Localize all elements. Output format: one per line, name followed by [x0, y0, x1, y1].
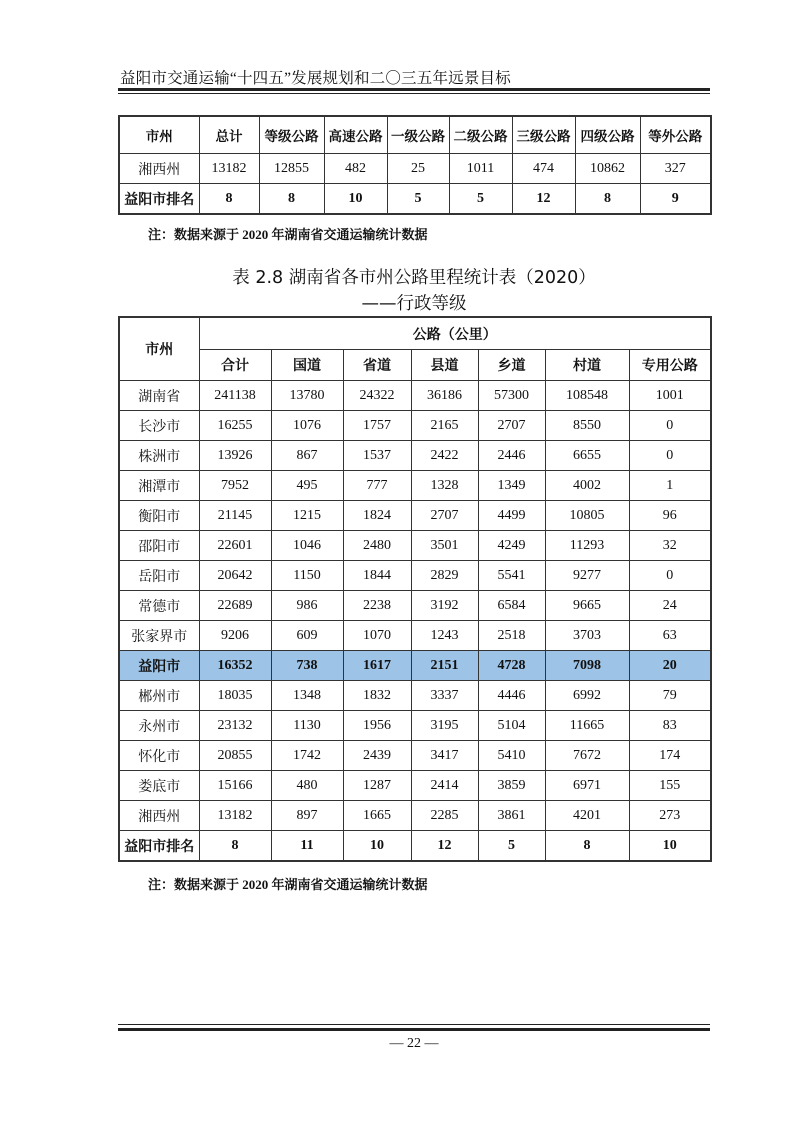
table-cell: 长沙市 [119, 411, 199, 441]
column-header: 合计 [199, 350, 271, 381]
table-cell: 衡阳市 [119, 501, 199, 531]
table-cell: 18035 [199, 681, 271, 711]
table-cell: 湘西州 [119, 154, 199, 184]
column-header: 四级公路 [575, 116, 640, 154]
table-cell: 13926 [199, 441, 271, 471]
table-cell: 2518 [478, 621, 545, 651]
column-header: 等级公路 [259, 116, 324, 154]
table-cell: 8 [199, 831, 271, 862]
table-cell: 1287 [343, 771, 411, 801]
footer-rule-thin [118, 1024, 710, 1025]
table-cell: 4201 [545, 801, 629, 831]
table-cell: 2446 [478, 441, 545, 471]
table-cell: 娄底市 [119, 771, 199, 801]
table-cell: 738 [271, 651, 343, 681]
table-cell: 0 [629, 441, 711, 471]
table-cell: 12 [512, 184, 575, 215]
column-header: 市州 [119, 116, 199, 154]
table-cell: 108548 [545, 381, 629, 411]
table-row [119, 591, 711, 621]
table-cell: 986 [271, 591, 343, 621]
rank-row [119, 831, 711, 862]
table-cell: 0 [629, 561, 711, 591]
table-cell: 6655 [545, 441, 629, 471]
column-header: 等外公路 [640, 116, 711, 154]
column-header: 县道 [411, 350, 478, 381]
table-cell: 6971 [545, 771, 629, 801]
column-header: 二级公路 [449, 116, 512, 154]
table-cell: 1757 [343, 411, 411, 441]
footer-rule [118, 1028, 710, 1031]
table-cell: 株洲市 [119, 441, 199, 471]
table-cell: 12 [411, 831, 478, 862]
group-header: 公路（公里） [199, 317, 711, 350]
column-header: 一级公路 [387, 116, 449, 154]
table-cell: 8 [199, 184, 259, 215]
table-cell: 22601 [199, 531, 271, 561]
table-cell: 2439 [343, 741, 411, 771]
table-row [119, 801, 711, 831]
table-cell: 24322 [343, 381, 411, 411]
table-row [119, 441, 711, 471]
table-cell: 13182 [199, 154, 259, 184]
table-cell: 4002 [545, 471, 629, 501]
table-cell: 0 [629, 411, 711, 441]
table-cell: 1832 [343, 681, 411, 711]
table-cell: 24 [629, 591, 711, 621]
table-cell: 9206 [199, 621, 271, 651]
table-cell: 21145 [199, 501, 271, 531]
table-cell: 怀化市 [119, 741, 199, 771]
table-cell: 6584 [478, 591, 545, 621]
table-cell: 9 [640, 184, 711, 215]
table-cell: 4499 [478, 501, 545, 531]
table-cell: 2707 [478, 411, 545, 441]
table-cell: 2165 [411, 411, 478, 441]
column-header: 总计 [199, 116, 259, 154]
table-cell: 2422 [411, 441, 478, 471]
table-cell: 241138 [199, 381, 271, 411]
column-header: 国道 [271, 350, 343, 381]
document-header-title: 益阳市交通运输“十四五”发展规划和二〇三五年远景目标 [120, 70, 511, 87]
table-cell: 1844 [343, 561, 411, 591]
table-cell: 79 [629, 681, 711, 711]
table-cell: 36186 [411, 381, 478, 411]
table-cell: 8 [259, 184, 324, 215]
table-cell: 96 [629, 501, 711, 531]
table-header-row [119, 116, 711, 154]
table-cell: 23132 [199, 711, 271, 741]
table-cell: 益阳市排名 [119, 831, 199, 862]
table-row [119, 711, 711, 741]
table-cell: 1215 [271, 501, 343, 531]
table-cell: 16255 [199, 411, 271, 441]
table-cell: 10805 [545, 501, 629, 531]
table-cell: 20642 [199, 561, 271, 591]
table-row [119, 501, 711, 531]
table-cell: 3192 [411, 591, 478, 621]
table-row [119, 741, 711, 771]
table-cell: 7952 [199, 471, 271, 501]
table-cell: 常德市 [119, 591, 199, 621]
table-cell: 郴州市 [119, 681, 199, 711]
table-row [119, 681, 711, 711]
table1-source-note: 注：数据来源于 2020 年湖南省交通运输统计数据 [148, 227, 428, 242]
table-cell: 1742 [271, 741, 343, 771]
table-cell: 8 [545, 831, 629, 862]
table-cell: 5 [449, 184, 512, 215]
table-cell: 1150 [271, 561, 343, 591]
table-cell: 1001 [629, 381, 711, 411]
column-header: 三级公路 [512, 116, 575, 154]
table-cell: 11293 [545, 531, 629, 561]
table-cell: 益阳市 [119, 651, 199, 681]
table-cell: 7672 [545, 741, 629, 771]
table-cell: 8 [575, 184, 640, 215]
table-cell: 1076 [271, 411, 343, 441]
table-cell: 10 [629, 831, 711, 862]
table-cell: 474 [512, 154, 575, 184]
table-cell: 3337 [411, 681, 478, 711]
table-cell: 20 [629, 651, 711, 681]
table-cell: 16352 [199, 651, 271, 681]
table-cell: 1349 [478, 471, 545, 501]
table-cell: 6992 [545, 681, 629, 711]
table-cell: 174 [629, 741, 711, 771]
table-cell: 1070 [343, 621, 411, 651]
table2-subcaption: ——行政等级 [361, 294, 467, 314]
table-cell: 10 [343, 831, 411, 862]
table-cell: 张家界市 [119, 621, 199, 651]
column-header: 高速公路 [324, 116, 387, 154]
table-cell: 83 [629, 711, 711, 741]
table-cell: 1328 [411, 471, 478, 501]
table-cell: 9277 [545, 561, 629, 591]
table-cell: 益阳市排名 [119, 184, 199, 215]
table-cell: 5 [478, 831, 545, 862]
table-cell: 4446 [478, 681, 545, 711]
table-cell: 12855 [259, 154, 324, 184]
table-cell: 777 [343, 471, 411, 501]
table-cell: 155 [629, 771, 711, 801]
table-cell: 13182 [199, 801, 271, 831]
column-header: 省道 [343, 350, 411, 381]
table-cell: 岳阳市 [119, 561, 199, 591]
table-cell: 永州市 [119, 711, 199, 741]
table-cell: 897 [271, 801, 343, 831]
column-header: 村道 [545, 350, 629, 381]
table-cell: 482 [324, 154, 387, 184]
table-cell: 1130 [271, 711, 343, 741]
table-cell: 1824 [343, 501, 411, 531]
table-cell: 3861 [478, 801, 545, 831]
table-cell: 4728 [478, 651, 545, 681]
table-cell: 2414 [411, 771, 478, 801]
table-cell: 2285 [411, 801, 478, 831]
column-header: 乡道 [478, 350, 545, 381]
table-cell: 湘潭市 [119, 471, 199, 501]
road-mileage-admin-table [118, 316, 712, 862]
table-cell: 1046 [271, 531, 343, 561]
table-row [119, 381, 711, 411]
table-cell: 2707 [411, 501, 478, 531]
table-cell: 2151 [411, 651, 478, 681]
table-cell: 57300 [478, 381, 545, 411]
table-cell: 2480 [343, 531, 411, 561]
table-cell: 8550 [545, 411, 629, 441]
table-cell: 25 [387, 154, 449, 184]
table-cell: 11665 [545, 711, 629, 741]
table-subheader-row [119, 350, 711, 381]
table-cell: 15166 [199, 771, 271, 801]
page-number: — 22 — [389, 1036, 439, 1051]
table-row [119, 561, 711, 591]
table-cell: 3859 [478, 771, 545, 801]
table-cell: 22689 [199, 591, 271, 621]
table-cell: 5410 [478, 741, 545, 771]
table-cell: 273 [629, 801, 711, 831]
rank-row [119, 184, 711, 215]
table-cell: 1537 [343, 441, 411, 471]
table-row [119, 154, 711, 184]
table-cell: 1 [629, 471, 711, 501]
column-header: 专用公路 [629, 350, 711, 381]
table2-caption: 表 2.8 湖南省各市州公路里程统计表（2020） [232, 268, 596, 288]
table-cell: 3501 [411, 531, 478, 561]
road-grade-table [118, 115, 712, 215]
table-cell: 10862 [575, 154, 640, 184]
table-cell: 1348 [271, 681, 343, 711]
table-cell: 11 [271, 831, 343, 862]
table-cell: 湖南省 [119, 381, 199, 411]
header-rule [118, 88, 710, 91]
table-cell: 480 [271, 771, 343, 801]
table-cell: 10 [324, 184, 387, 215]
table2-body [119, 381, 711, 862]
table-cell: 湘西州 [119, 801, 199, 831]
table-cell: 1956 [343, 711, 411, 741]
table-cell: 5104 [478, 711, 545, 741]
table-cell: 1011 [449, 154, 512, 184]
table-row [119, 771, 711, 801]
table-cell: 7098 [545, 651, 629, 681]
table2-source-note: 注：数据来源于 2020 年湖南省交通运输统计数据 [148, 877, 428, 892]
table-cell: 867 [271, 441, 343, 471]
table-cell: 63 [629, 621, 711, 651]
table-row [119, 471, 711, 501]
table-cell: 3417 [411, 741, 478, 771]
header-rule-thin [118, 93, 710, 94]
table-header-row [119, 317, 711, 350]
table-cell: 32 [629, 531, 711, 561]
table-cell: 609 [271, 621, 343, 651]
table-cell: 3195 [411, 711, 478, 741]
table-cell: 9665 [545, 591, 629, 621]
table-cell: 13780 [271, 381, 343, 411]
table-cell: 3703 [545, 621, 629, 651]
table-cell: 邵阳市 [119, 531, 199, 561]
table-cell: 5541 [478, 561, 545, 591]
table-cell: 2238 [343, 591, 411, 621]
highlight-row [119, 651, 711, 681]
table-cell: 20855 [199, 741, 271, 771]
table-row [119, 621, 711, 651]
table-cell: 1665 [343, 801, 411, 831]
table-cell: 1243 [411, 621, 478, 651]
table-cell: 4249 [478, 531, 545, 561]
column-header: 市州 [119, 317, 199, 381]
table-cell: 1617 [343, 651, 411, 681]
table-cell: 5 [387, 184, 449, 215]
table-cell: 327 [640, 154, 711, 184]
table-row [119, 531, 711, 561]
table-row [119, 411, 711, 441]
table-cell: 2829 [411, 561, 478, 591]
table-cell: 495 [271, 471, 343, 501]
